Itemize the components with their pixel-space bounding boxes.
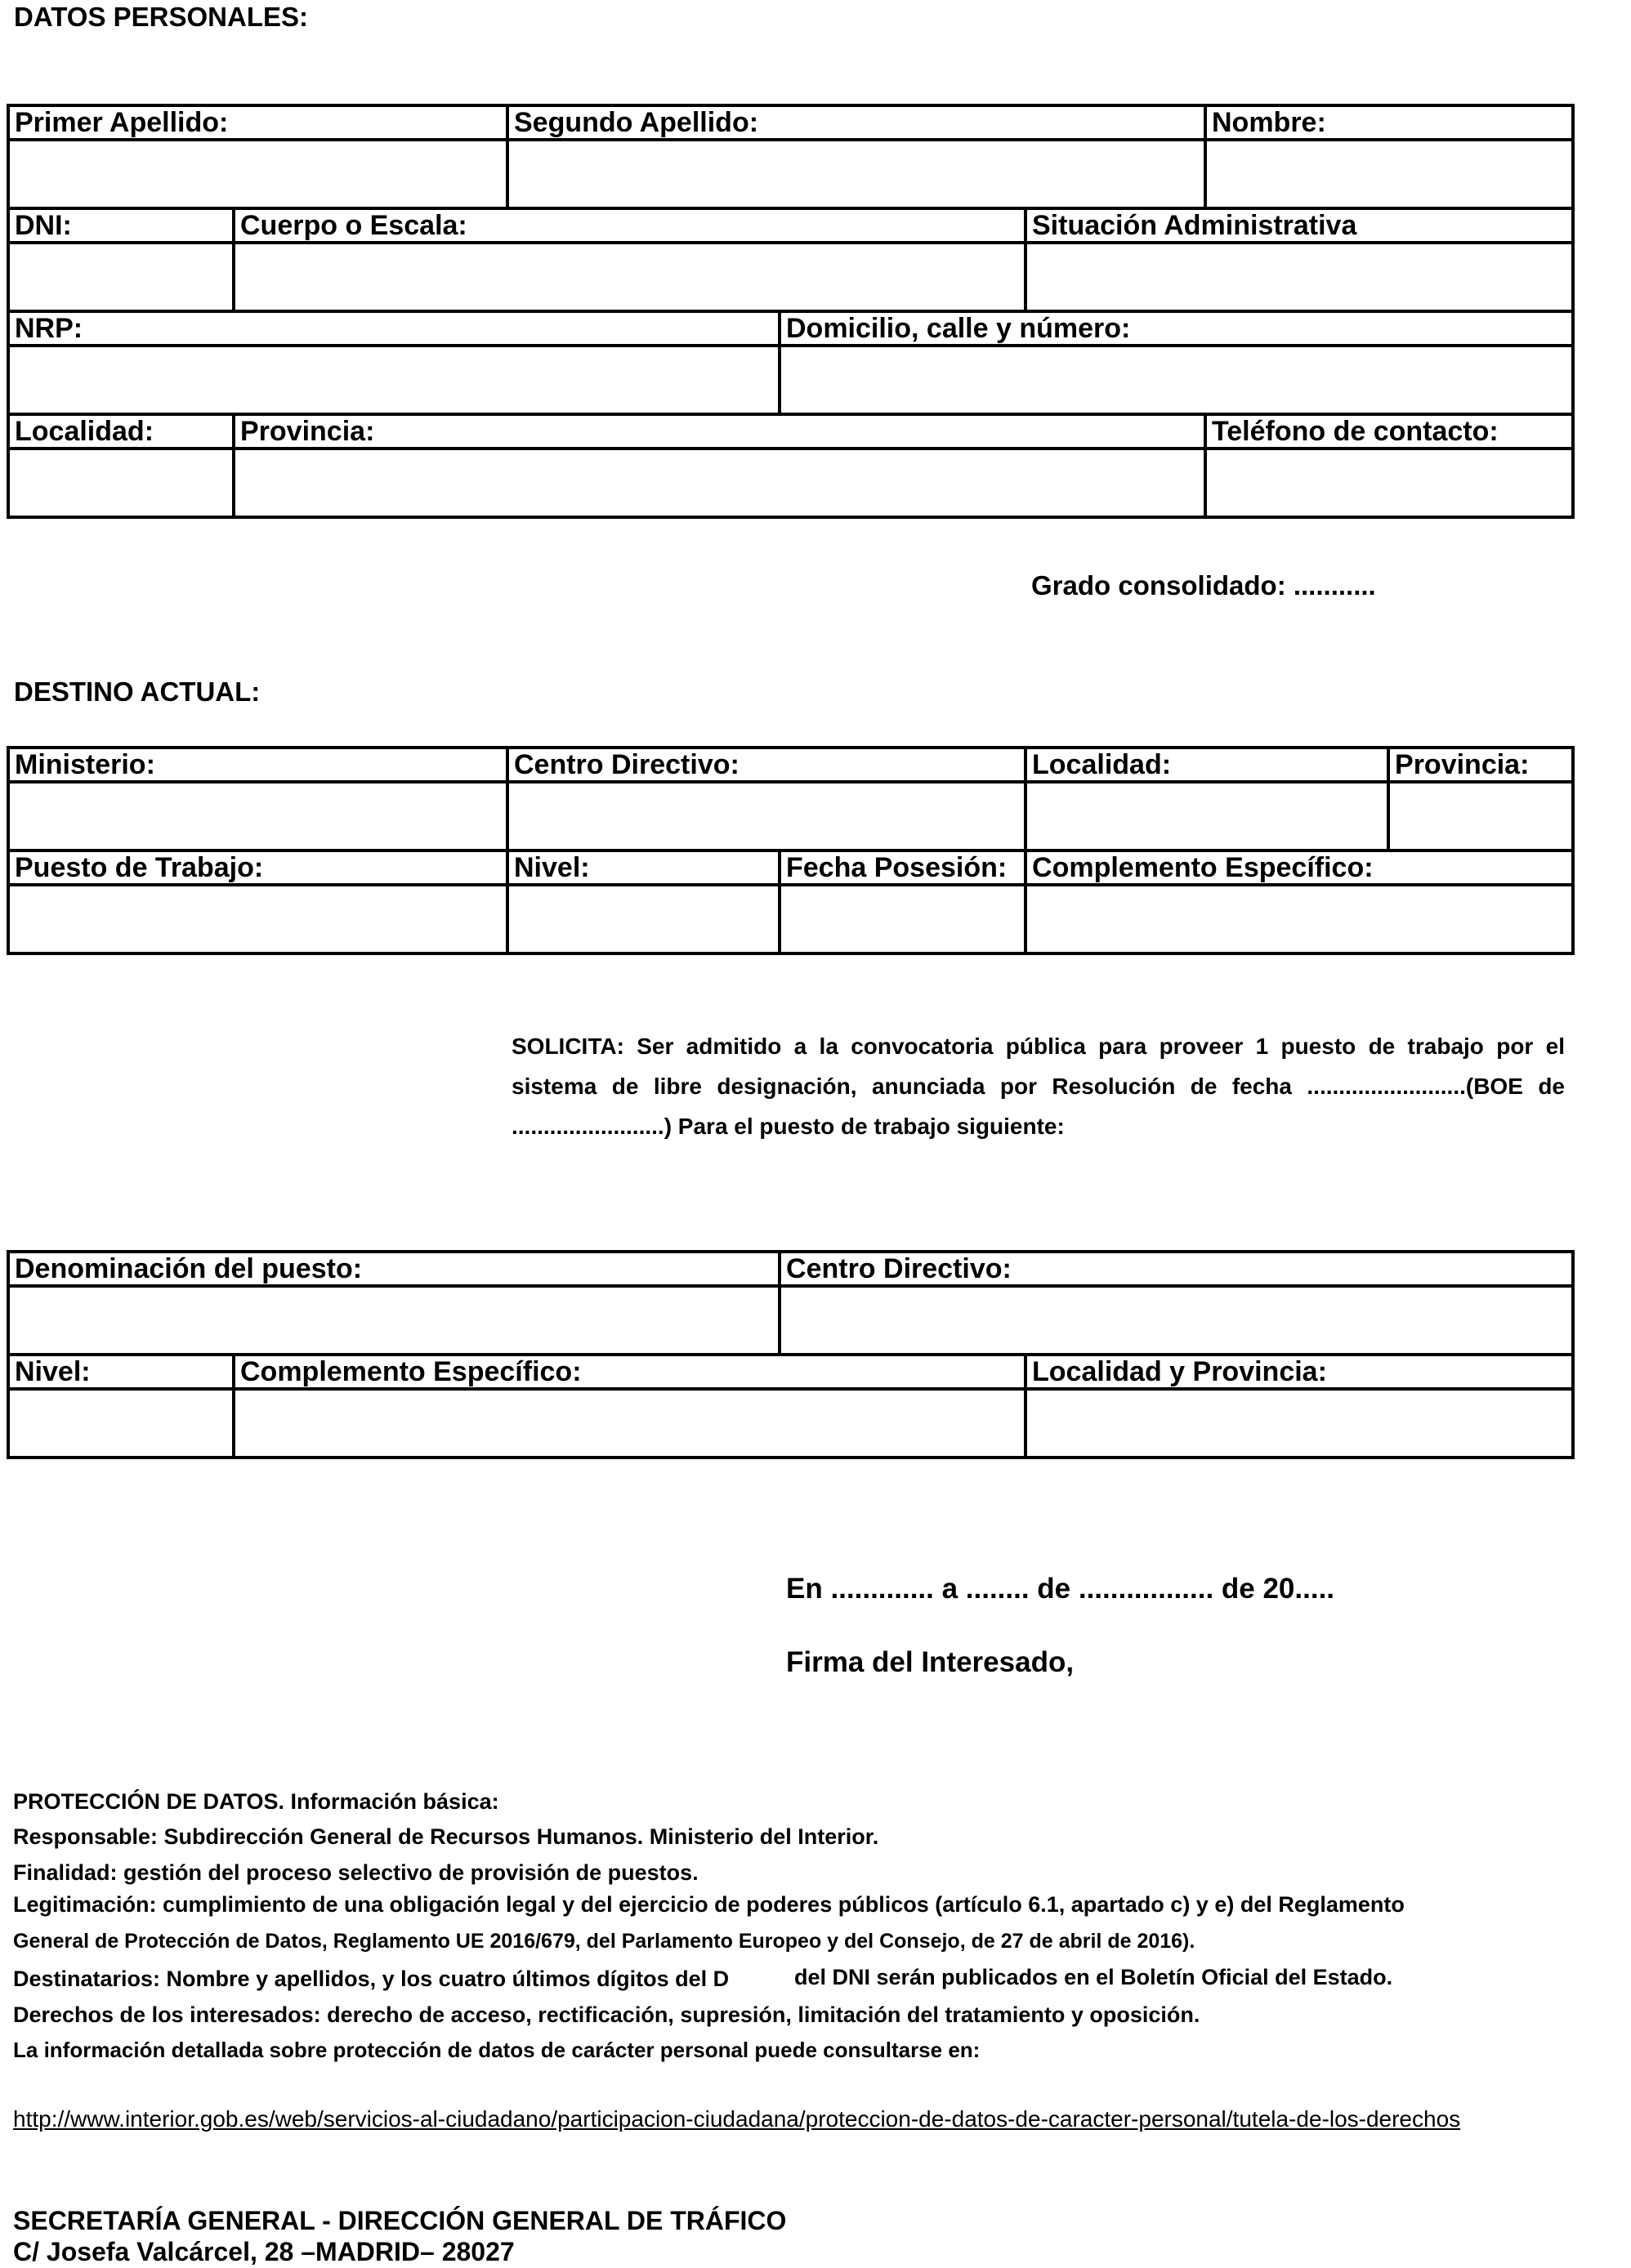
- proteccion-datos-title: [13, 1789, 499, 1815]
- derechos-line: Derechos de los interesados: derecho de acceso, rectificación, supresión, limitación del tratamiento y oposición.: [13, 2002, 1200, 2027]
- destino-localidad-field[interactable]: [1026, 782, 1388, 850]
- provincia-label: Provincia:: [234, 414, 1205, 449]
- complemento-especifico-label: Complemento Específico:: [1026, 850, 1573, 885]
- domicilio-field[interactable]: [780, 346, 1573, 414]
- footer-secretaria: SECRETARÍA GENERAL - DIRECCIÓN GENERAL DE TRÁFICO: [13, 2206, 787, 2235]
- ministerio-field[interactable]: [8, 782, 507, 850]
- dni-field[interactable]: [8, 243, 234, 311]
- centro-directivo-label: Centro Directivo:: [507, 748, 1026, 782]
- situacion-administrativa-label: Situación Administrativa: [1026, 208, 1573, 243]
- segundo-apellido-field[interactable]: [507, 140, 1205, 208]
- responsable-line: Responsable: Subdirección General de Recursos Humanos. Ministerio del Interior.: [13, 1824, 879, 1849]
- puesto-complemento-label: Complemento Específico:: [234, 1355, 1026, 1389]
- puesto-nivel-label: Nivel:: [8, 1355, 234, 1389]
- denominacion-puesto-field[interactable]: [8, 1286, 780, 1355]
- legitimacion-line-2: General de Protección de Datos, Reglamento UE 2016/679, del Parlamento Europeo y del Consejo, de 27 de abril de 2016).: [13, 1930, 1195, 1953]
- dni-label: DNI:: [8, 208, 234, 243]
- section-title-datos-personales: DATOS PERSONALES:: [14, 2, 308, 32]
- fecha-posesion-label: Fecha Posesión:: [780, 850, 1026, 885]
- destino-localidad-label: Localidad:: [1026, 748, 1388, 782]
- footer-direccion: C/ Josefa Valcárcel, 28 –MADRID– 28027: [13, 2237, 515, 2266]
- cuerpo-escala-field[interactable]: [234, 243, 1026, 311]
- firma-interesado-label: Firma del Interesado,: [786, 1646, 1075, 1678]
- primer-apellido-field[interactable]: [8, 140, 507, 208]
- provincia-field[interactable]: [234, 449, 1205, 517]
- cuerpo-escala-label: Cuerpo o Escala:: [234, 208, 1026, 243]
- localidad-provincia-field[interactable]: [1026, 1389, 1573, 1458]
- informacion-line: La información detallada sobre protección de datos de carácter personal puede consultarse en:: [13, 2038, 981, 2062]
- nivel-label: Nivel:: [507, 850, 780, 885]
- proteccion-datos-link[interactable]: http://www.interior.gob.es/web/servicios-al-ciudadano/participacion-ciudadana/proteccion-de-datos-de-caracter-personal/tutela-de-los-derechos: [13, 2106, 1461, 2132]
- localidad-field[interactable]: [8, 449, 234, 517]
- fecha-posesion-field[interactable]: [780, 885, 1026, 953]
- destino-provincia-label: Provincia:: [1388, 748, 1573, 782]
- fecha-firma-line: En ............. a ........ de ................. de 20.....: [786, 1573, 1335, 1605]
- destino-actual-table: [7, 746, 1575, 955]
- telefono-label: Teléfono de contacto:: [1205, 414, 1573, 449]
- telefono-field[interactable]: [1205, 449, 1573, 517]
- centro-directivo-field[interactable]: [507, 782, 1026, 850]
- puesto-trabajo-label: Puesto de Trabajo:: [8, 850, 507, 885]
- destinatarios-line: Destinatarios: Nombre y apellidos, y los cuatro últimos dígitos del D: [13, 1967, 730, 1991]
- nivel-field[interactable]: [507, 885, 780, 953]
- puesto-centro-directivo-field[interactable]: [780, 1286, 1573, 1355]
- datos-personales-table: [7, 104, 1575, 519]
- nombre-label: Nombre:: [1205, 105, 1573, 140]
- ministerio-label: Ministerio:: [8, 748, 507, 782]
- legitimacion-line: Legitimación: cumplimiento de una obligación legal y del ejercicio de poderes públicos (artículo 6.1, apartado c) y e) del Reglamento: [13, 1892, 1405, 1917]
- domicilio-label: Domicilio, calle y número:: [780, 311, 1573, 346]
- puesto-nivel-field[interactable]: [8, 1389, 234, 1458]
- nrp-label: NRP:: [8, 311, 780, 346]
- complemento-especifico-field[interactable]: [1026, 885, 1573, 953]
- proteccion-title-rest: Información básica:: [284, 1789, 499, 1814]
- denominacion-puesto-label: Denominación del puesto:: [8, 1252, 780, 1286]
- puesto-solicitado-table: [7, 1250, 1575, 1459]
- segundo-apellido-label: Segundo Apellido:: [507, 105, 1205, 140]
- grado-consolidado: Grado consolidado: ...........: [1031, 570, 1376, 600]
- situacion-administrativa-field[interactable]: [1026, 243, 1573, 311]
- proteccion-title-strong: PROTECCIÓN DE DATOS.: [13, 1789, 285, 1814]
- primer-apellido-label: Primer Apellido:: [8, 105, 507, 140]
- section-title-destino-actual: DESTINO ACTUAL:: [14, 676, 261, 707]
- finalidad-line: Finalidad: gestión del proceso selectivo de provisión de puestos.: [13, 1860, 699, 1885]
- nombre-field[interactable]: [1205, 140, 1573, 208]
- nrp-field[interactable]: [8, 346, 780, 414]
- puesto-complemento-field[interactable]: [234, 1389, 1026, 1458]
- destino-provincia-field[interactable]: [1388, 782, 1573, 850]
- localidad-provincia-label: Localidad y Provincia:: [1026, 1355, 1573, 1389]
- destinatarios-line-2: del DNI serán publicados en el Boletín Oficial del Estado.: [794, 1965, 1393, 1989]
- puesto-centro-directivo-label: Centro Directivo:: [780, 1252, 1573, 1286]
- localidad-label: Localidad:: [8, 414, 234, 449]
- solicita-paragraph: SOLICITA: Ser admitido a la convocatoria pública para proveer 1 puesto de trabajo por el sistema de libre designación, anunciada por Resolución de fecha .........................(BOE de ........................) Para el puesto de trabajo siguiente:: [512, 1034, 1565, 1139]
- puesto-trabajo-field[interactable]: [8, 885, 507, 953]
